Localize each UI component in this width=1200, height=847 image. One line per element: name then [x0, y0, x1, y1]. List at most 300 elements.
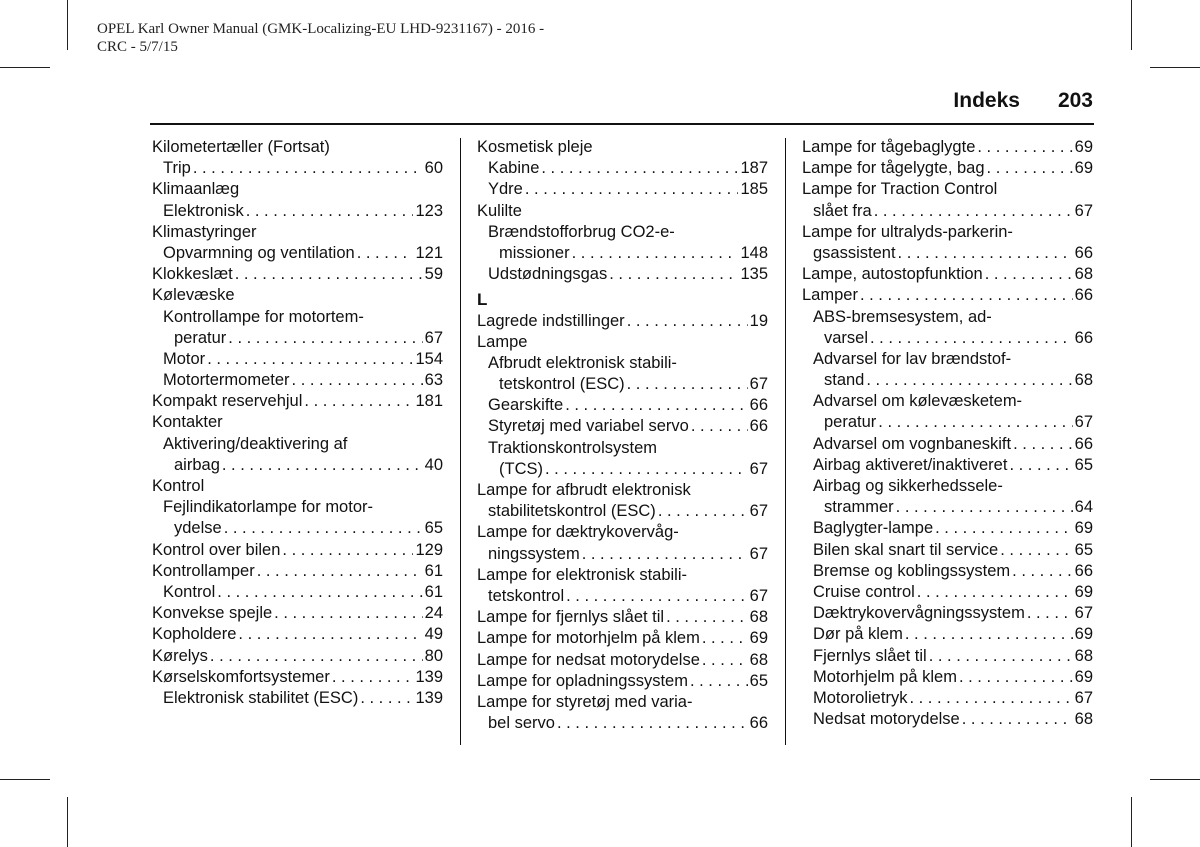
index-entry — [477, 692, 768, 713]
index-entry-term: Afbrudt elektronisk stabili- — [488, 353, 677, 372]
index-entry — [152, 667, 443, 688]
index-entry — [477, 459, 768, 480]
index-entry — [477, 311, 768, 332]
index-entry — [152, 243, 443, 264]
index-entry-page: 49 — [424, 625, 443, 644]
index-entry-term: peratur — [824, 413, 877, 432]
dot-leader — [959, 667, 1073, 688]
index-entry-page: 67 — [1074, 413, 1093, 432]
index-entry — [477, 628, 768, 649]
index-entry — [477, 650, 768, 671]
dot-leader — [929, 646, 1073, 667]
index-entry-page: 24 — [424, 604, 443, 623]
print-header-line: CRC - 5/7/15 — [97, 39, 178, 55]
index-entry — [477, 480, 768, 501]
index-entry-term: peratur — [174, 328, 227, 347]
index-entry — [152, 603, 443, 624]
index-entry-term: Dæktrykovervågningssystem — [813, 604, 1025, 623]
index-entry-term: Brændstofforbrug CO2-e- — [488, 222, 675, 241]
index-entry-term: Bremse og koblingssystem — [813, 561, 1011, 580]
index-entry-term: ningssystem — [488, 544, 580, 563]
index-entry-page: 69 — [1074, 519, 1093, 538]
index-entry-page: 66 — [749, 396, 768, 415]
index-entry — [802, 412, 1093, 433]
index-entry-page: 68 — [1074, 710, 1093, 729]
dot-leader — [870, 328, 1073, 349]
index-entry-term: Opvarmning og ventilation — [163, 243, 355, 262]
index-entry — [802, 518, 1093, 539]
index-entry-page: 69 — [1074, 582, 1093, 601]
index-entry — [477, 332, 768, 353]
dot-leader — [572, 243, 739, 264]
index-entry — [152, 518, 443, 539]
index-entry-term: ABS-bremsesystem, ad- — [813, 307, 992, 326]
index-entry-term: Lampe for tågelygte, bag — [802, 159, 985, 178]
dot-leader — [896, 497, 1073, 518]
index-entry-term: Kontrol — [163, 582, 216, 601]
index-entry-page: 65 — [1074, 540, 1093, 559]
dot-leader — [627, 374, 748, 395]
dot-leader — [878, 412, 1072, 433]
index-section-letter — [477, 289, 768, 310]
index-entry — [802, 264, 1093, 285]
dot-leader — [860, 285, 1073, 306]
index-entry-term: missioner — [499, 243, 570, 262]
dot-leader — [357, 243, 414, 264]
dot-leader — [332, 667, 414, 688]
index-entry-term: Traktionskontrolsystem — [488, 438, 658, 457]
index-entry-page: 60 — [424, 159, 443, 178]
index-entry-term: Trip — [163, 159, 191, 178]
index-entry — [152, 624, 443, 645]
index-entry-term: Bilen skal snart til service — [813, 540, 999, 559]
title-rule — [150, 123, 1094, 125]
index-entry — [152, 328, 443, 349]
index-entry-term: Airbag og sikkerhedssele- — [813, 477, 1003, 495]
index-entry-term: Gearskifte — [488, 396, 564, 415]
print-header-line: OPEL Karl Owner Manual (GMK-Localizing-EU LHD-9231167) - 2016 - — [97, 21, 545, 37]
index-entry — [802, 434, 1093, 455]
index-entry-term: Kopholdere — [152, 625, 237, 644]
index-entry-term: Klimastyringer — [152, 222, 257, 241]
index-entry-term: L — [477, 290, 488, 310]
index-entry-page: 68 — [749, 650, 768, 669]
dot-leader — [235, 264, 423, 285]
index-entry — [802, 158, 1093, 179]
crop-mark — [1150, 779, 1200, 780]
dot-leader — [1009, 455, 1072, 476]
index-entry-term: Nedsat motorydelse — [813, 710, 960, 729]
dot-leader — [246, 201, 414, 222]
index-entry — [477, 395, 768, 416]
index-entry — [152, 391, 443, 412]
index-entry-term: Lampe for motorhjelm på klem — [477, 629, 700, 648]
dot-leader — [987, 158, 1073, 179]
dot-leader — [541, 158, 738, 179]
dot-leader — [917, 582, 1073, 603]
index-entry-page: 66 — [1074, 286, 1093, 305]
index-entry-term: bel servo — [488, 714, 555, 733]
dot-leader — [210, 646, 423, 667]
index-entry-term: Kulilte — [477, 201, 522, 220]
crop-mark — [67, 0, 68, 50]
index-entry — [152, 476, 443, 497]
dot-leader — [702, 628, 748, 649]
index-entry — [802, 709, 1093, 730]
index-entry-term: gsassistent — [813, 243, 896, 262]
index-entry — [802, 688, 1093, 709]
index-entry-page: 68 — [1074, 265, 1093, 284]
index-entry-term: Udstødningsgas — [488, 265, 608, 284]
index-entry — [152, 540, 443, 561]
index-entry — [477, 201, 768, 222]
index-entry-term: Kontrol — [152, 477, 205, 495]
index-entry-page: 185 — [740, 180, 768, 199]
index-entry-page: 129 — [415, 540, 443, 559]
dot-leader — [274, 603, 422, 624]
dot-leader — [304, 391, 413, 412]
index-entry-term: Kølevæske — [152, 286, 235, 305]
index-entry — [477, 586, 768, 607]
index-entry-term: Klimaanlæg — [152, 180, 240, 199]
index-entry — [152, 222, 443, 243]
dot-leader — [224, 518, 423, 539]
index-entry-page: 69 — [1074, 138, 1093, 156]
index-entry — [477, 565, 768, 586]
index-entry — [477, 438, 768, 459]
index-entry — [477, 353, 768, 374]
index-column-3 — [802, 137, 1093, 730]
index-entry-page: 64 — [1074, 498, 1093, 517]
index-entry — [152, 434, 443, 455]
index-entry-term: Lampe for opladningssystem — [477, 671, 688, 690]
index-entry — [152, 307, 443, 328]
index-entry — [802, 222, 1093, 243]
index-entry — [477, 222, 768, 243]
index-entry-term: Cruise control — [813, 582, 915, 601]
index-entry-page: 121 — [415, 243, 443, 262]
index-entry — [802, 646, 1093, 667]
index-entry — [802, 370, 1093, 391]
index-entry-page: 67 — [424, 328, 443, 347]
dot-leader — [292, 370, 423, 391]
dot-leader — [627, 311, 748, 332]
page-number: 203 — [1057, 89, 1093, 112]
index-entry-page: 181 — [415, 392, 443, 411]
index-entry-page: 65 — [749, 671, 768, 690]
dot-leader — [1012, 561, 1072, 582]
index-entry — [477, 522, 768, 543]
dot-leader — [962, 709, 1073, 730]
index-entry-page: 148 — [740, 243, 768, 262]
index-entry-page: 67 — [749, 586, 768, 605]
index-entry — [152, 158, 443, 179]
index-entry — [802, 667, 1093, 688]
index-entry-page: 66 — [1074, 561, 1093, 580]
index-entry-term: Lampe for elektronisk stabili- — [477, 565, 688, 584]
index-entry — [802, 137, 1093, 158]
index-entry-term: Lampe for tågebaglygte — [802, 138, 976, 156]
dot-leader — [193, 158, 423, 179]
index-entry-term: Lampe for nedsat motorydelse — [477, 650, 700, 669]
index-entry-term: strammer — [824, 498, 894, 517]
index-entry — [477, 713, 768, 734]
index-entry-page: 67 — [749, 459, 768, 478]
dot-leader — [977, 137, 1072, 158]
index-entry-term: Kontakter — [152, 413, 223, 432]
index-entry-page: 63 — [424, 371, 443, 390]
crop-mark — [1131, 0, 1132, 50]
index-entry-page: 59 — [424, 265, 443, 284]
index-entry — [802, 561, 1093, 582]
index-entry — [802, 307, 1093, 328]
index-entry — [152, 646, 443, 667]
index-entry — [477, 158, 768, 179]
index-entry — [152, 455, 443, 476]
index-entry-term: Aktivering/deaktivering af — [163, 434, 348, 453]
index-entry-term: Lampe for ultralyds-parkerin- — [802, 222, 1013, 241]
index-entry-term: tetskontrol (ESC) — [499, 375, 625, 394]
index-entry-page: 80 — [424, 646, 443, 665]
index-entry-term: Motorhjelm på klem — [813, 667, 957, 686]
index-entry-page: 154 — [415, 349, 443, 368]
index-entry — [152, 137, 443, 158]
dot-leader — [360, 688, 413, 709]
index-entry — [802, 497, 1093, 518]
dot-leader — [690, 671, 748, 692]
index-entry-page: 67 — [1074, 604, 1093, 623]
index-entry-page: 187 — [740, 159, 768, 178]
index-entry-term: Lampe for dæktrykovervåg- — [477, 523, 679, 542]
index-entry-page: 66 — [1074, 243, 1093, 262]
index-entry-term: Advarsel om kølevæsketem- — [813, 392, 1023, 411]
crop-mark — [0, 67, 50, 68]
index-entry — [477, 671, 768, 692]
index-entry-page: 69 — [749, 629, 768, 648]
index-entry — [152, 179, 443, 200]
index-entry-term: stabilitetskontrol (ESC) — [488, 502, 656, 521]
index-entry-term: Baglygter-lampe — [813, 519, 934, 538]
index-entry — [802, 455, 1093, 476]
dot-leader — [866, 370, 1072, 391]
index-entry-term: Lampe for Traction Control — [802, 180, 998, 199]
index-entry-page: 139 — [415, 667, 443, 686]
index-entry — [477, 374, 768, 395]
index-entry-term: Motor — [163, 349, 206, 368]
index-entry-page: 67 — [749, 502, 768, 521]
dot-leader — [525, 179, 739, 200]
index-entry — [477, 607, 768, 628]
index-entry-page: 61 — [424, 582, 443, 601]
dot-leader — [909, 688, 1072, 709]
index-entry — [477, 264, 768, 285]
index-entry-page: 68 — [1074, 371, 1093, 390]
dot-leader — [1027, 603, 1073, 624]
index-entry-page: 66 — [1074, 328, 1093, 347]
index-entry-page: 69 — [1074, 667, 1093, 686]
index-entry-page: 68 — [1074, 646, 1093, 665]
index-entry-term: Fjernlys slået til — [813, 646, 927, 665]
index-entry-page: 65 — [1074, 455, 1093, 474]
index-entry — [152, 349, 443, 370]
index-entry-term: Motorolietryk — [813, 688, 908, 707]
index-entry-term: Lampe, autostopfunktion — [802, 265, 983, 284]
index-entry — [477, 243, 768, 264]
index-entry-page: 67 — [749, 375, 768, 394]
index-entry-term: Kørelys — [152, 646, 208, 665]
index-entry-page: 65 — [424, 519, 443, 538]
index-entry-term: Kontrollamper — [152, 561, 255, 580]
index-entry-term: Kontrol over bilen — [152, 540, 281, 559]
index-entry — [802, 624, 1093, 645]
index-entry — [152, 561, 443, 582]
index-entry-term: Dør på klem — [813, 625, 903, 644]
page-heading — [953, 89, 1093, 113]
index-entry-page: 66 — [749, 417, 768, 436]
index-entry-term: Airbag aktiveret/inaktiveret — [813, 455, 1008, 474]
crop-mark — [1150, 67, 1200, 68]
index-entry — [802, 349, 1093, 370]
index-entry — [477, 179, 768, 200]
index-entry-page: 67 — [749, 544, 768, 563]
index-entry — [802, 285, 1093, 306]
index-entry — [477, 544, 768, 565]
index-entry — [477, 501, 768, 522]
index-entry — [152, 412, 443, 433]
dot-leader — [666, 607, 748, 628]
index-entry-term: tetskontrol — [488, 586, 565, 605]
index-entry-term: Konvekse spejle — [152, 604, 273, 623]
index-entry-term: Lampe for styretøj med varia- — [477, 692, 693, 711]
dot-leader — [557, 713, 748, 734]
index-entry-page: 123 — [415, 201, 443, 220]
index-entry-term: Kørselskomfortsystemer — [152, 667, 330, 686]
index-entry-page: 69 — [1074, 159, 1093, 178]
index-entry-term: Lagrede indstillinger — [477, 311, 625, 330]
dot-leader — [609, 264, 738, 285]
dot-leader — [658, 501, 748, 522]
dot-leader — [1013, 434, 1073, 455]
index-entry-term: Elektronisk stabilitet (ESC) — [163, 688, 359, 707]
index-entry — [802, 582, 1093, 603]
column-divider — [460, 138, 461, 745]
index-entry-term: Lampe — [477, 332, 528, 351]
dot-leader — [566, 586, 748, 607]
column-divider — [785, 138, 786, 745]
index-entry — [802, 179, 1093, 200]
index-entry-page: 66 — [1074, 434, 1093, 453]
index-entry — [802, 540, 1093, 561]
dot-leader — [238, 624, 422, 645]
dot-leader — [207, 349, 413, 370]
index-entry-page: 69 — [1074, 625, 1093, 644]
index-entry-term: (TCS) — [499, 459, 543, 478]
index-entry — [152, 285, 443, 306]
dot-leader — [1000, 540, 1072, 561]
index-entry — [152, 264, 443, 285]
index-entry — [477, 137, 768, 158]
index-entry-term: Kabine — [488, 159, 540, 178]
index-entry-term: Kilometertæller (Fortsat) — [152, 138, 330, 156]
index-entry — [802, 243, 1093, 264]
index-entry-term: Klokkeslæt — [152, 265, 233, 284]
index-entry-term: ydelse — [174, 519, 222, 538]
dot-leader — [217, 582, 422, 603]
index-entry — [152, 201, 443, 222]
index-entry-page: 40 — [424, 455, 443, 474]
index-entry-page: 67 — [1074, 201, 1093, 220]
dot-leader — [222, 455, 423, 476]
index-entry — [802, 328, 1093, 349]
crop-mark — [1131, 797, 1132, 847]
dot-leader — [935, 518, 1073, 539]
index-entry-page: 66 — [749, 714, 768, 733]
index-entry-term: Lampe for fjernlys slået til — [477, 608, 665, 627]
index-entry-term: Kompakt reservehjul — [152, 392, 303, 411]
index-entry — [152, 688, 443, 709]
crop-mark — [67, 797, 68, 847]
dot-leader — [257, 561, 423, 582]
index-entry-term: Motortermometer — [163, 371, 290, 390]
index-entry-page: 135 — [740, 265, 768, 284]
index-entry-term: Advarsel for lav brændstof- — [813, 349, 1012, 368]
dot-leader — [228, 328, 422, 349]
print-header — [97, 20, 544, 56]
index-entry-term: Elektronisk — [163, 201, 244, 220]
index-entry-term: stand — [824, 371, 865, 390]
index-entry — [802, 603, 1093, 624]
index-entry-term: Kontrollampe for motortem- — [163, 307, 364, 326]
index-entry-term: Styretøj med variabel servo — [488, 417, 689, 436]
crop-mark — [0, 779, 50, 780]
index-entry — [152, 370, 443, 391]
index-entry-term: Advarsel om vognbaneskift — [813, 434, 1012, 453]
index-entry-page: 68 — [749, 608, 768, 627]
index-entry-term: Fejlindikatorlampe for motor- — [163, 498, 373, 517]
index-entry-term: slået fra — [813, 201, 872, 220]
dot-leader — [702, 650, 748, 671]
index-entry — [152, 582, 443, 603]
index-entry-page: 139 — [415, 688, 443, 707]
dot-leader — [582, 544, 748, 565]
dot-leader — [874, 201, 1073, 222]
page-title: Indeks — [953, 89, 1020, 112]
index-entry-term: Ydre — [488, 180, 523, 199]
dot-leader — [565, 395, 747, 416]
dot-leader — [985, 264, 1073, 285]
index-entry-term: varsel — [824, 328, 869, 347]
index-entry-page: 19 — [749, 311, 768, 330]
index-entry — [802, 201, 1093, 222]
index-entry-page: 67 — [1074, 688, 1093, 707]
dot-leader — [691, 416, 748, 437]
index-entry-page: 61 — [424, 561, 443, 580]
index-entry — [477, 416, 768, 437]
index-entry — [802, 391, 1093, 412]
dot-leader — [905, 624, 1073, 645]
dot-leader — [545, 459, 748, 480]
index-column-1 — [152, 137, 443, 709]
index-column-2 — [477, 137, 768, 734]
index-entry — [152, 497, 443, 518]
index-entry-term: Kosmetisk pleje — [477, 138, 593, 156]
index-entry-term: Lampe for afbrudt elektronisk — [477, 481, 691, 499]
index-entry-term: Lamper — [802, 286, 858, 305]
index-entry — [802, 476, 1093, 497]
dot-leader — [898, 243, 1073, 264]
index-entry-term: airbag — [174, 455, 220, 474]
dot-leader — [282, 540, 413, 561]
